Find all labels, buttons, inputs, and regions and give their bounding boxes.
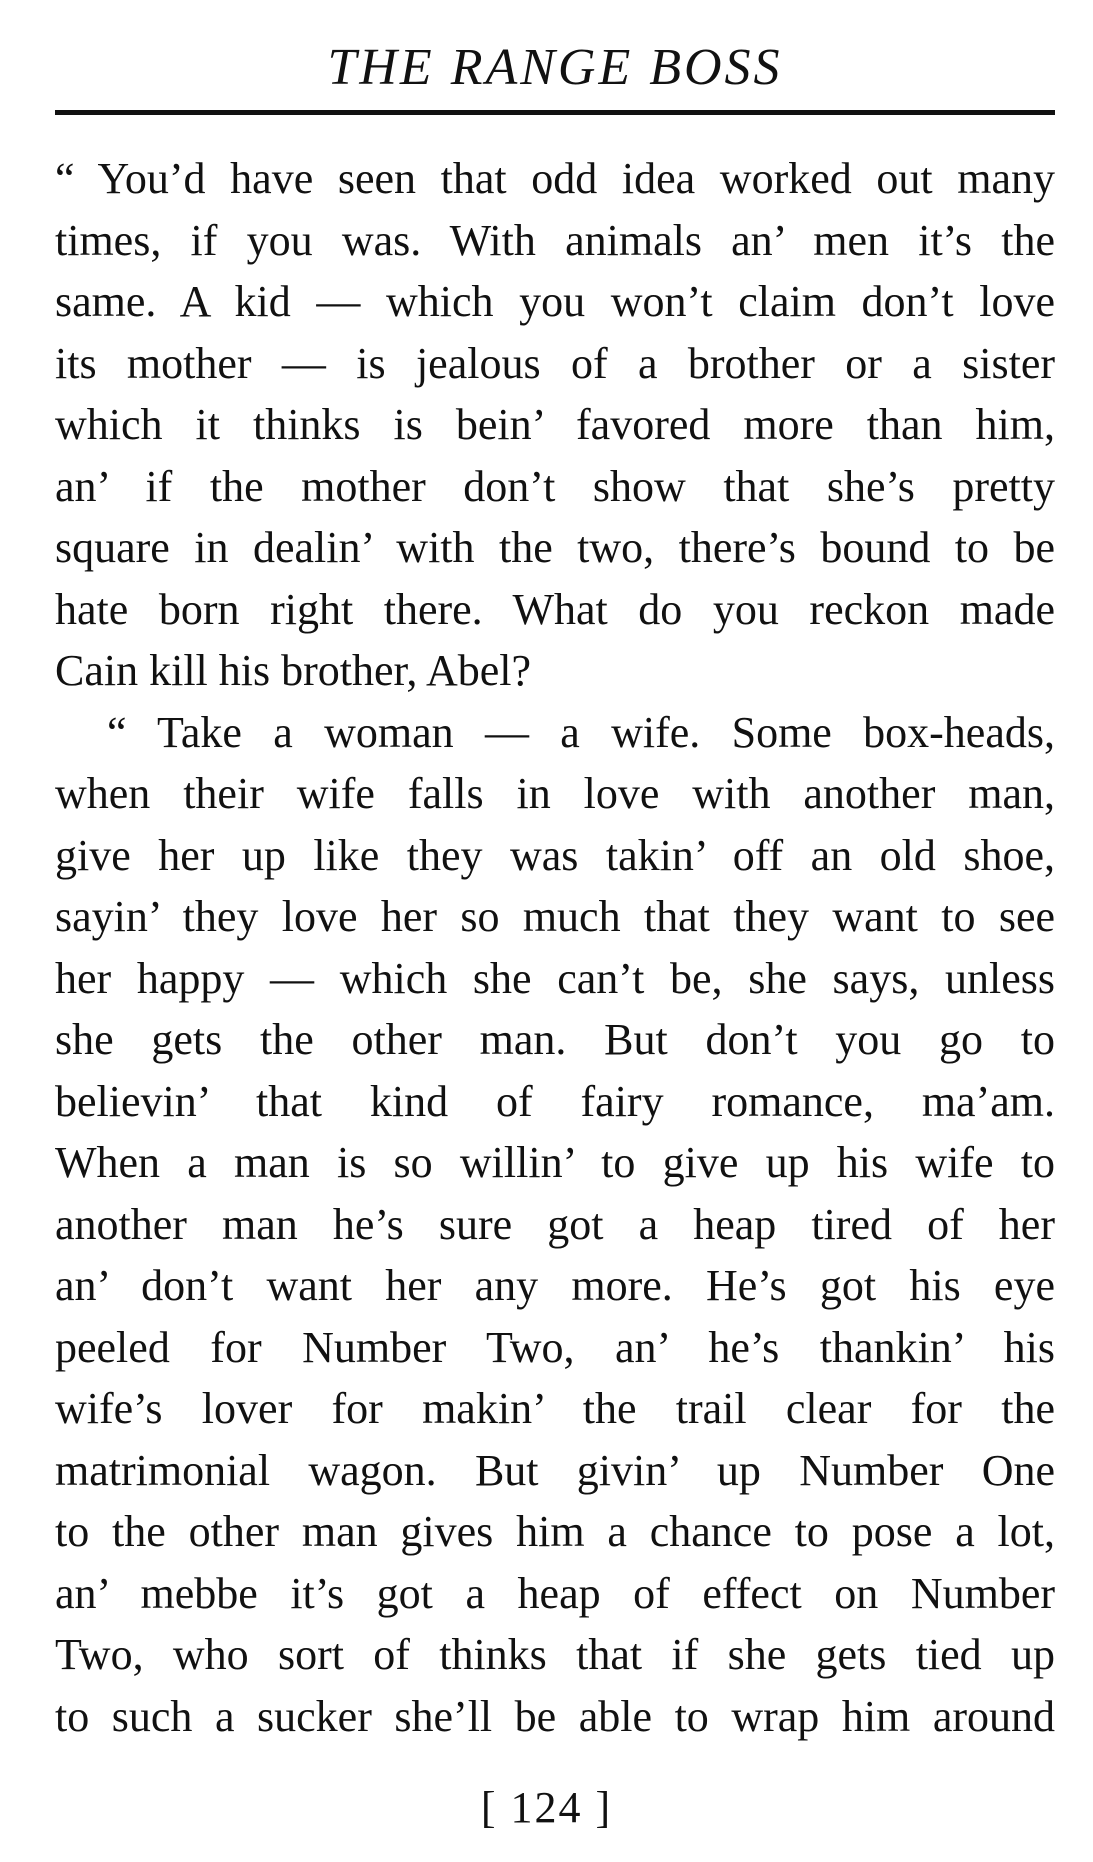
text-line: sayin’ they love her so much that they want to see (55, 892, 1055, 941)
text-line: Two, who sort of thinks that if she gets tied up (55, 1630, 1055, 1679)
text-line: same. A kid — which you won’t claim don’t love (55, 277, 1055, 326)
text-line: When a man is so willin’ to give up his wife to (55, 1138, 1055, 1187)
text-line: times, if you was. With animals an’ men it’s the (55, 215, 1055, 265)
text-line: an’ if the mother don’t show that she’s pretty (55, 461, 1055, 511)
text-line: believin’ that kind of fairy romance, ma’am. (55, 1076, 1055, 1126)
header-rule (55, 110, 1055, 115)
text-line: her happy — which she can’t be, she says, unless (55, 953, 1055, 1003)
text-line: to such a sucker she’ll be able to wrap him around (55, 1691, 1055, 1741)
text-line: “ Take a woman — a wife. Some box-heads, (107, 707, 1055, 757)
running-head: THE RANGE BOSS (327, 39, 783, 96)
text-line: she gets the other man. But don’t you go to (55, 1015, 1055, 1064)
page-number: [ 124 ] (480, 1783, 613, 1832)
text-line: an’ don’t want her any more. He’s got his eye (55, 1261, 1055, 1310)
text-line: hate born right there. What do you reckon made (55, 584, 1055, 634)
text-line: wife’s lover for makin’ the trail clear for the (55, 1384, 1055, 1433)
text-line: to the other man gives him a chance to pose a lot, (55, 1507, 1055, 1556)
text-line: when their wife falls in love with another man, (55, 769, 1055, 818)
text-line: Cain kill his brother, Abel? (55, 646, 532, 695)
text-line: “ You’d have seen that odd idea worked out many (55, 154, 1055, 203)
body-text (55, 148, 1055, 1747)
text-line: which it thinks is bein’ favored more than him, (55, 400, 1055, 449)
text-line: peeled for Number Two, an’ he’s thankin’ his (55, 1322, 1055, 1372)
text-line: another man he’s sure got a heap tired of her (55, 1199, 1055, 1249)
text-line: square in dealin’ with the two, there’s bound to be (55, 523, 1055, 572)
text-line: an’ mebbe it’s got a heap of effect on Number (55, 1568, 1055, 1618)
text-line: its mother — is jealous of a brother or a sister (55, 338, 1055, 388)
text-line: give her up like they was takin’ off an old shoe, (55, 830, 1055, 880)
text-line: matrimonial wagon. But givin’ up Number One (55, 1445, 1055, 1495)
